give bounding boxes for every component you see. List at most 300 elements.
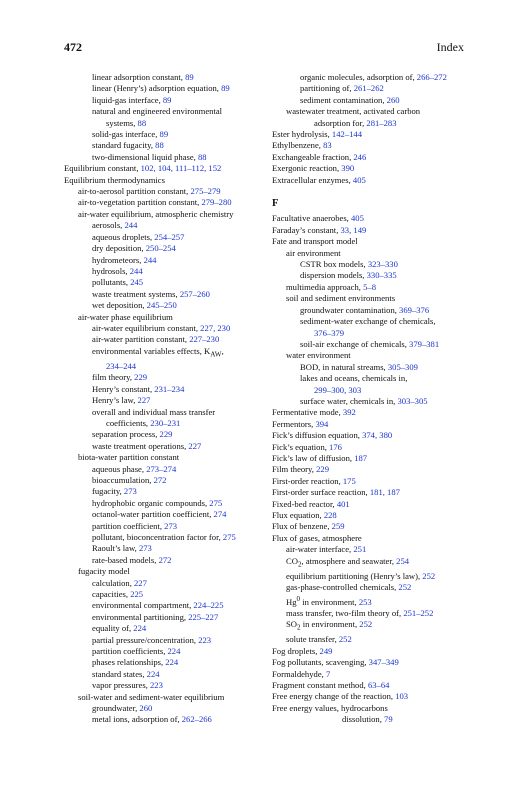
page-reference-link[interactable]: 33, 149 — [340, 224, 367, 235]
page-reference-link[interactable]: 224 — [165, 657, 179, 668]
page-reference-link[interactable]: 229 — [159, 429, 173, 440]
page-reference-link[interactable]: 234–244 — [106, 360, 137, 371]
page-reference-link[interactable]: 347–349 — [368, 657, 399, 668]
index-term: Flux of benzene, — [272, 521, 332, 532]
page-reference-link[interactable]: 176 — [329, 441, 342, 452]
index-term: environmental compartment, — [92, 600, 194, 611]
page-reference-link[interactable]: 257–260 — [179, 288, 210, 299]
index-term: wastewater treatment, activated carbon — [286, 106, 421, 117]
page-reference-link[interactable]: 392 — [342, 407, 356, 418]
page-reference-link[interactable]: 223 — [198, 634, 212, 645]
index-entry — [64, 600, 264, 611]
index-entry — [64, 106, 264, 117]
index-term: equality of, — [92, 623, 134, 634]
index-term: water environment — [286, 350, 351, 361]
index-term: Equilibrium constant, — [64, 163, 141, 174]
index-entry — [64, 395, 264, 406]
section-gap — [272, 186, 480, 197]
index-term: fugacity model — [78, 566, 130, 577]
index-term: Extracellular enzymes, — [272, 174, 353, 185]
index-entry — [64, 612, 264, 623]
page-reference-link[interactable]: 224 — [167, 646, 181, 657]
index-entry — [272, 680, 480, 691]
index-entry — [272, 646, 480, 657]
page-reference-link[interactable]: 7 — [325, 668, 331, 679]
index-entry — [64, 566, 264, 577]
page-reference-link[interactable]: 89 — [162, 94, 172, 105]
index-entry — [272, 533, 480, 544]
page-reference-link[interactable]: 259 — [331, 521, 345, 532]
index-term: capacities, — [92, 589, 131, 599]
index-entry — [64, 509, 264, 520]
index-entry — [272, 163, 480, 174]
index-entry — [272, 339, 480, 350]
index-entry — [64, 623, 264, 634]
page-reference-link[interactable]: 89 — [185, 72, 194, 82]
index-entry — [64, 486, 264, 497]
index-term: hydrophobic organic compounds, — [92, 497, 210, 508]
index-entry — [64, 543, 264, 554]
index-term: pollutants, — [92, 277, 131, 288]
page-reference-link[interactable]: 88 — [137, 117, 147, 128]
page-reference-link[interactable]: 175 — [342, 475, 356, 486]
index-term: surface water, chemicals in, — [300, 395, 398, 406]
index-term: environmental partitioning, — [92, 611, 189, 622]
index-term: aqueous phase, — [92, 463, 147, 474]
page-reference-link[interactable]: 254 — [396, 555, 410, 566]
page-reference-link[interactable]: 142–144 — [331, 129, 362, 140]
index-entry — [272, 175, 480, 186]
index-term: coefficients, — [106, 417, 151, 428]
index-entry — [272, 499, 480, 510]
page-reference-link[interactable]: 252 — [338, 634, 352, 645]
page-reference-link[interactable]: 103 — [395, 691, 409, 702]
index-term: BOD, in natural streams, — [300, 361, 388, 372]
page-reference-link[interactable]: 323–330 — [367, 259, 398, 270]
index-term: calculation, — [92, 577, 134, 588]
index-entry — [272, 396, 480, 407]
index-entry — [272, 608, 480, 619]
index-term: metal ions, adsorption of, — [92, 714, 182, 725]
index-entry — [64, 163, 264, 174]
index-entry — [64, 289, 264, 300]
index-term: adsorption for, — [314, 117, 367, 128]
index-entry — [64, 334, 264, 345]
page-reference-link[interactable]: 88 — [155, 140, 164, 151]
index-entry — [64, 384, 264, 395]
index-entry — [64, 220, 264, 231]
page-reference-link[interactable]: 225–227 — [188, 611, 219, 622]
index-entry — [64, 521, 264, 532]
page-reference-link[interactable]: 299–300, 303 — [314, 384, 362, 395]
index-term: octanol-water partition coefficient, — [92, 509, 214, 520]
index-term: air-water equilibrium constant, — [92, 322, 201, 333]
index-entry — [64, 589, 264, 600]
index-entry — [272, 282, 480, 293]
index-entry — [272, 95, 480, 106]
page-reference-link[interactable]: 187 — [354, 452, 368, 463]
page-reference-link[interactable]: 272 — [153, 474, 167, 485]
index-entry — [272, 634, 480, 645]
index-term: hydrosols, — [92, 265, 130, 276]
index-term: aqueous droplets, — [92, 231, 155, 242]
index-entry — [64, 418, 264, 429]
index-term: Fixed-bed reactor, — [272, 498, 337, 509]
index-entry — [64, 680, 264, 691]
page-reference-link[interactable]: 227 — [137, 395, 151, 406]
index-entry — [64, 703, 264, 714]
index-entry — [272, 544, 480, 555]
index-entry — [272, 140, 480, 151]
index-entry — [272, 510, 480, 521]
page-reference-link[interactable]: 227, 230 — [200, 322, 231, 333]
index-term: Flux of gases, atmosphere — [272, 532, 362, 543]
index-term: gas-phase-controlled chemicals, — [286, 582, 399, 593]
index-entry — [272, 442, 480, 453]
page-reference-link[interactable]: 5–8 — [363, 281, 376, 292]
page-reference-link[interactable]: 227 — [188, 440, 202, 451]
index-entry — [272, 556, 480, 571]
page-reference-link[interactable]: 305–309 — [387, 361, 418, 372]
index-entry — [64, 232, 264, 243]
page-reference-link[interactable]: 227–230 — [189, 334, 220, 345]
index-term: multimedia approach, — [286, 281, 364, 292]
page-reference-link[interactable]: 273 — [123, 486, 137, 497]
index-term: overall and individual mass transfer — [92, 406, 216, 417]
index-term: natural and engineered environmental — [92, 106, 223, 117]
page-reference-link[interactable]: 273 — [164, 520, 178, 531]
index-term: Fick’s law of diffusion, — [272, 452, 355, 463]
index-entry — [64, 83, 264, 94]
index-entry — [272, 225, 480, 236]
index-term: soil-water and sediment-water equilibrium — [78, 691, 225, 702]
index-entry — [64, 578, 264, 589]
index-entry — [272, 407, 480, 418]
index-term: partition coefficients, — [92, 646, 168, 657]
page-reference-link[interactable]: 273–274 — [146, 463, 177, 474]
index-term: Fog droplets, — [272, 645, 320, 656]
page-reference-link[interactable]: 262–266 — [181, 714, 212, 725]
page-reference-link[interactable]: 273 — [138, 543, 152, 554]
page-reference-link[interactable]: 244 — [143, 254, 157, 265]
page-reference-link[interactable]: 272 — [158, 554, 172, 565]
page-reference-link[interactable]: 405 — [350, 213, 364, 224]
page-reference-link[interactable]: 89 — [159, 129, 169, 140]
index-entry — [64, 532, 264, 543]
page-reference-link[interactable]: 252 — [359, 619, 373, 630]
index-entry — [272, 152, 480, 163]
page-reference-link[interactable]: 89 — [221, 83, 230, 94]
index-term: Exergonic reaction, — [272, 163, 342, 174]
index-term: Fog pollutants, scavenging, — [272, 657, 369, 668]
index-term: Exchangeable fraction, — [272, 151, 354, 162]
page-reference-link[interactable]: 223 — [150, 680, 163, 691]
index-entry — [64, 118, 264, 129]
index-entry — [64, 209, 264, 220]
index-term: Equilibrium thermodynamics — [64, 174, 165, 185]
page-reference-link[interactable]: 253 — [358, 596, 372, 607]
index-term: air-to-aerosol partition constant, — [78, 186, 191, 197]
index-term-suffix: , atmosphere and seawater, — [301, 555, 397, 566]
index-term: vapor pressures, — [92, 680, 150, 691]
index-entry — [272, 430, 480, 441]
index-term: waste treatment operations, — [92, 440, 189, 451]
index-entry — [64, 555, 264, 566]
index-entry — [272, 691, 480, 702]
index-entry — [64, 475, 264, 486]
index-term: pollutant, bioconcentration factor for, — [92, 531, 223, 542]
index-term: Film theory, — [272, 464, 317, 475]
index-term: Fick’s diffusion equation, — [272, 430, 363, 441]
index-entry — [64, 129, 264, 140]
index-term: CSTR box models, — [300, 259, 368, 270]
index-entry — [272, 213, 480, 224]
page-reference-link[interactable]: 260 — [386, 94, 400, 105]
index-entry — [272, 305, 480, 316]
superscript: 0 — [296, 594, 301, 603]
index-term: systems, — [106, 117, 138, 128]
index-term: groundwater, — [92, 703, 140, 714]
index-entry — [272, 270, 480, 281]
page-reference-link[interactable]: 249 — [319, 645, 333, 656]
index-entry — [272, 72, 480, 83]
index-term: Facultative anaerobes, — [272, 213, 351, 224]
index-term: phases relationships, — [92, 657, 166, 668]
index-entry — [64, 407, 264, 418]
index-term: fugacity, — [92, 486, 124, 497]
page-reference-link[interactable]: 229 — [316, 464, 329, 475]
index-term: dispersion models, — [300, 270, 367, 281]
index-term: Fermentative mode, — [272, 407, 343, 418]
page-reference-link[interactable]: 401 — [336, 498, 350, 509]
index-term: standard fugacity, — [92, 140, 156, 151]
page-reference-link[interactable]: 405 — [352, 174, 366, 185]
index-entry — [64, 255, 264, 266]
index-entry — [272, 293, 480, 304]
index-entry — [64, 323, 264, 334]
page-reference-link[interactable]: 376–379 — [314, 327, 345, 338]
index-term: First-order surface reaction, — [272, 487, 370, 498]
index-term: Free energy change of the reaction, — [272, 691, 396, 702]
index-entry — [64, 312, 264, 323]
index-entry — [64, 95, 264, 106]
page-reference-link[interactable]: 251–252 — [403, 607, 434, 618]
index-entry — [272, 419, 480, 430]
page-reference-link[interactable]: 224 — [146, 668, 160, 679]
index-term: waste treatment systems, — [92, 288, 180, 299]
index-entry — [64, 646, 264, 657]
page-reference-link[interactable]: 266–272 — [416, 72, 447, 82]
page-reference-link[interactable]: 228 — [323, 510, 337, 521]
page-reference-link[interactable]: 244 — [129, 265, 143, 276]
index-entry — [64, 452, 264, 463]
page-reference-link[interactable]: 394 — [315, 418, 329, 429]
page-reference-link[interactable]: 260 — [139, 703, 153, 714]
index-entry — [64, 372, 264, 383]
page-reference-link[interactable]: 229 — [134, 372, 148, 383]
index-entry — [272, 594, 480, 608]
index-term: standard states, — [92, 668, 147, 679]
page-reference-link[interactable]: 224–225 — [193, 600, 224, 611]
index-term: Free energy values, hydrocarbons — [272, 702, 388, 713]
index-column-left — [64, 72, 264, 726]
index-term: film theory, — [92, 372, 135, 383]
page-reference-link[interactable]: 244 — [124, 220, 138, 231]
index-term: Raoult’s law, — [92, 543, 139, 554]
index-term: Formaldehyde, — [272, 668, 326, 679]
index-entry — [64, 464, 264, 475]
index-term: sediment-water exchange of chemicals, — [300, 316, 436, 327]
index-term: Fick’s equation, — [272, 441, 330, 452]
index-term: partitioning of, — [300, 83, 354, 94]
index-entry — [64, 152, 264, 163]
index-term: separation process, — [92, 429, 160, 440]
page-reference-link[interactable]: 369–376 — [399, 304, 430, 315]
index-term: equilibrium partitioning (Henry’s law), — [286, 570, 423, 581]
index-term: Flux equation, — [272, 510, 324, 521]
index-term: lakes and oceans, chemicals in, — [300, 373, 408, 384]
index-entry — [272, 476, 480, 487]
index-term: linear adsorption constant, — [92, 72, 186, 82]
index-term: sediment contamination, — [300, 94, 387, 105]
index-term: solid-gas interface, — [92, 129, 160, 140]
page-reference-link[interactable]: 254–257 — [154, 231, 185, 242]
index-term: aerosols, — [92, 220, 125, 231]
index-term: wet deposition, — [92, 300, 147, 311]
index-entry — [272, 703, 480, 714]
index-term: Hg — [286, 596, 297, 607]
page-reference-link[interactable]: 246 — [353, 151, 367, 162]
index-entry — [272, 487, 480, 498]
page-reference-link[interactable]: 181, 187 — [369, 487, 400, 498]
index-term: hydrometeors, — [92, 254, 144, 265]
index-entry — [272, 373, 480, 384]
page-reference-link[interactable]: 275–279 — [190, 186, 221, 197]
page-reference-link[interactable]: 261–262 — [353, 83, 384, 94]
page-reference-link[interactable]: 374, 380 — [362, 430, 393, 441]
index-entry — [64, 72, 264, 83]
page-reference-link[interactable]: 303–305 — [397, 395, 428, 406]
index-entry — [64, 243, 264, 254]
index-entry — [272, 106, 480, 117]
page-reference-link[interactable]: 250–254 — [145, 243, 176, 254]
subscript: 2 — [297, 560, 302, 569]
index-term: partial pressure/concentration, — [92, 634, 199, 645]
page-reference-link[interactable]: 245 — [130, 277, 144, 288]
index-entry — [64, 186, 264, 197]
index-term: mass transfer, two-film theory of, — [286, 607, 404, 618]
index-entry — [272, 350, 480, 361]
page-reference-link[interactable]: 225 — [130, 589, 144, 599]
index-term-suffix: in environment, — [300, 596, 359, 607]
index-term: solute transfer, — [286, 634, 339, 645]
page-reference-link[interactable]: 281–283 — [366, 117, 397, 128]
index-entry — [64, 692, 264, 703]
page-reference-link[interactable]: 252 — [398, 582, 412, 593]
index-term: Henry’s law, — [92, 395, 138, 406]
index-term: Ethylbenzene, — [272, 140, 324, 151]
index-entry — [64, 361, 264, 372]
index-entry — [272, 236, 480, 247]
index-entry — [272, 714, 480, 725]
index-term: Ester hydrolysis, — [272, 129, 332, 140]
index-entry — [272, 385, 480, 396]
page-reference-link[interactable]: 330–335 — [366, 270, 397, 281]
index-entry — [272, 118, 480, 129]
page-reference-link[interactable]: 79 — [384, 714, 393, 725]
index-term: bioaccumulation, — [92, 474, 154, 485]
page-reference-link[interactable]: 231–234 — [154, 383, 185, 394]
page-reference-link[interactable]: 83 — [323, 140, 332, 151]
page-reference-link[interactable]: 251 — [353, 544, 367, 555]
index-entry — [272, 328, 480, 339]
index-entry — [64, 277, 264, 288]
index-section-letter: F — [272, 198, 279, 210]
index-entry — [272, 582, 480, 593]
index-entry — [64, 300, 264, 311]
page-reference-link[interactable]: 224 — [133, 623, 147, 634]
index-term: soil and sediment environments — [286, 293, 396, 304]
index-term: CO — [286, 555, 298, 566]
index-term: linear (Henry’s) adsorption equation, — [92, 83, 222, 94]
page-reference-link[interactable]: 279–280 — [201, 197, 232, 208]
page-reference-link[interactable]: 275 — [222, 531, 236, 542]
page-reference-link[interactable]: 227 — [134, 577, 147, 588]
page-reference-link[interactable]: 245–250 — [146, 300, 177, 311]
index-term: two-dimensional liquid phase, — [92, 151, 198, 162]
page-reference-link[interactable]: 102, 104, 111–112, 152 — [140, 163, 222, 174]
index-entry — [272, 571, 480, 582]
page-header — [64, 40, 464, 58]
page-reference-link[interactable]: 275 — [209, 497, 223, 508]
index-entry — [64, 669, 264, 680]
index-entry — [272, 83, 480, 94]
index-entry — [272, 316, 480, 327]
index-column-right — [272, 72, 480, 726]
index-term: partition coefficient, — [92, 520, 165, 531]
index-entry — [64, 140, 264, 151]
index-entry — [64, 197, 264, 208]
subscript: 2 — [297, 623, 301, 632]
page-reference-link[interactable]: 390 — [341, 163, 355, 174]
page-reference-link[interactable]: 252 — [422, 570, 436, 581]
index-term: Fate and transport model — [272, 236, 358, 247]
index-entry — [272, 362, 480, 373]
page-reference-link[interactable]: 88 — [197, 151, 207, 162]
index-term: Fermentors, — [272, 418, 316, 429]
page-reference-link[interactable]: 63–64 — [367, 680, 390, 690]
page-reference-link[interactable]: 230–231 — [150, 417, 181, 428]
index-term: air-water phase equilibrium — [78, 311, 173, 322]
index-entry — [64, 657, 264, 668]
index-term-suffix: , — [221, 345, 224, 356]
index-term: Fragment constant method, — [272, 680, 368, 690]
index-entry — [64, 266, 264, 277]
index-term: air-to-vegetation partition constant, — [78, 197, 202, 208]
page-reference-link[interactable]: 379–381 — [409, 338, 440, 349]
index-term: SO — [286, 619, 297, 630]
page-number: 472 — [64, 40, 82, 54]
index-term: organic molecules, adsorption of, — [300, 72, 417, 82]
index-term: rate-based models, — [92, 554, 159, 565]
index-entry — [64, 441, 264, 452]
index-term: Henry’s constant, — [92, 383, 155, 394]
index-term: dissolution, — [342, 714, 385, 725]
page-reference-link[interactable]: 274 — [213, 509, 227, 520]
index-term-suffix: in environment, — [300, 619, 360, 630]
index-entry — [64, 714, 264, 725]
index-entry — [272, 521, 480, 532]
